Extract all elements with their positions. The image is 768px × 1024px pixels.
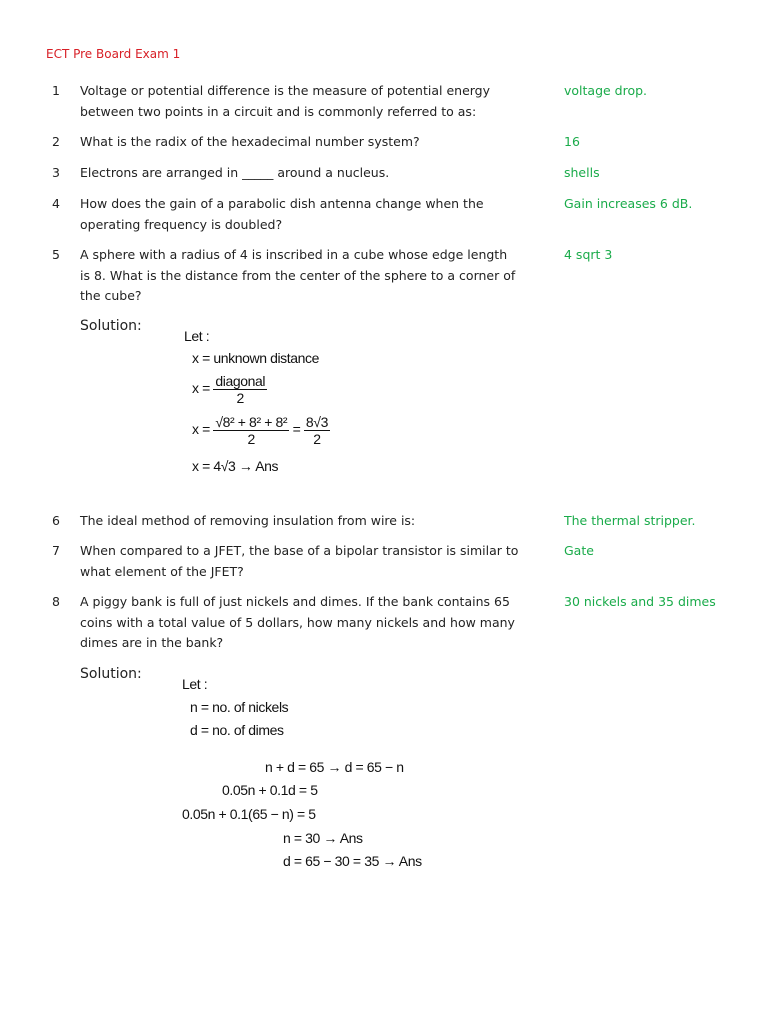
question-text: The ideal method of removing insulation from wire is: [80,513,416,528]
question-number: 8 [52,594,60,609]
answer-text: 4 sqrt 3 [564,247,613,262]
math-numerator: 8√3 [305,414,328,430]
math-line: x = unknown distance [192,350,320,366]
math-fraction [213,373,267,406]
solution-label: Solution: [80,666,142,682]
question-text: Voltage or potential difference is the measure of potential energy between two points in a circuit and is commonly referred to as: [80,83,491,119]
question-text: What is the radix of the hexadecimal number system? [80,134,420,149]
math-line: n = 30 → Ans [283,830,363,846]
math-fraction-line [192,414,330,447]
question-number: 2 [52,134,60,149]
question-text: Electrons are arranged in _____ around a nucleus. [80,165,390,180]
math-lhs: x = [192,421,210,438]
document-title: ECT Pre Board Exam 1 [46,47,181,61]
solution-label: Solution: [80,318,142,334]
answer-text: Gain increases 6 dB. [564,196,693,211]
math-fraction [213,414,289,447]
math-denominator: 2 [313,431,321,447]
question-number: 6 [52,513,60,528]
math-numerator: √8² + 8² + 8² [215,414,288,430]
math-fraction-line [192,373,267,406]
math-denominator: 2 [236,390,244,406]
math-let: Let : [182,676,208,692]
math-line: x = 4√3 → Ans [192,458,279,474]
question-number: 3 [52,165,60,180]
question-text: How does the gain of a parabolic dish antenna change when the operating frequency is doubled? [80,196,484,232]
math-fraction [304,414,330,447]
math-let: Let : [184,328,210,344]
question-number: 7 [52,543,60,558]
question-text: When compared to a JFET, the base of a bipolar transistor is similar to what element of the JFET? [80,543,519,579]
math-line: n + d = 65 → d = 65 − n [265,759,404,775]
math-equals: = [292,421,301,438]
math-line: n = no. of nickels [190,699,289,715]
question-text: A piggy bank is full of just nickels and dimes. If the bank contains 65 coins with a total value of 5 dollars, how many nickels and how many dimes are in the bank? [80,594,515,650]
answer-text: Gate [564,543,594,558]
question-number: 5 [52,247,60,262]
math-line: 0.05n + 0.1(65 − n) = 5 [182,806,316,822]
math-line: d = 65 − 30 = 35 → Ans [283,853,422,869]
math-numerator: diagonal [215,373,266,389]
question-text: A sphere with a radius of 4 is inscribed in a cube whose edge length is 8. What is the distance from the center of the sphere to a corner of the cube? [80,247,516,303]
math-lhs: x = [192,380,210,397]
answer-text: voltage drop. [564,83,648,98]
math-denominator: 2 [247,431,255,447]
question-number: 4 [52,196,60,211]
math-line: d = no. of dimes [190,722,284,738]
answer-text: 16 [564,134,580,149]
answer-text: The thermal stripper. [564,513,696,528]
answer-text: 30 nickels and 35 dimes [564,594,716,609]
math-line: 0.05n + 0.1d = 5 [222,782,318,798]
question-number: 1 [52,83,60,98]
answer-text: shells [564,165,600,180]
